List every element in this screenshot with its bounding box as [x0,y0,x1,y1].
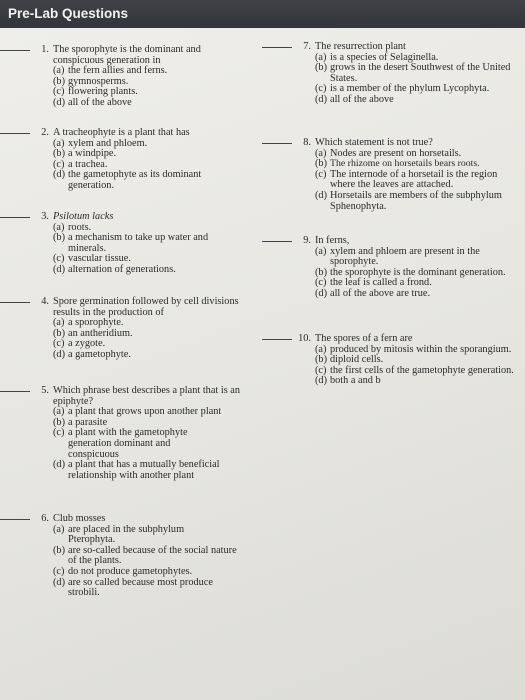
option-text: the fern allies and ferns. [68,65,168,77]
answer-blank[interactable] [0,217,30,218]
question-stem: Spore germination followed by cell divisions results in the production of [53,296,239,318]
question-10 [296,334,518,387]
worksheet-page [0,28,525,700]
question-stem: Which phrase best describes a plant that is an epiphyte? [53,385,240,407]
option-text: roots. [68,221,92,233]
option-text: are placed in the subphylum Pterophyta. [68,523,185,546]
option-text: produced by mitosis within the sporangium. [330,343,512,355]
option-label: (c) [53,253,65,265]
option-a [315,247,520,268]
question-number: 10. [298,333,311,344]
option-text: Nodes are present on horsetails. [330,147,462,159]
question-7 [296,42,518,106]
option-label: (d) [315,93,328,105]
option-label: (a) [53,221,65,233]
option-d [315,289,520,300]
option-label: (d) [53,169,66,181]
option-d [53,350,244,361]
option-text: the gametophyte as its dominant generation. [68,169,202,191]
option-label: (a) [315,51,327,63]
option-label: (a) [315,245,327,257]
option-text: do not produce gametophytes. [68,565,193,577]
option-text: a plant that has a mutually beneficial relationship with another plant [68,459,220,481]
option-d [53,578,244,599]
option-label: (c) [53,86,65,98]
option-d [53,265,244,276]
option-text: diploid cells. [330,354,384,366]
option-b [315,63,518,84]
answer-blank[interactable] [262,47,292,48]
question-9 [296,236,520,300]
option-text: gymnosperms. [68,75,129,87]
question-stem: The sporophyte is the dominant and conspicuous generation in [53,44,201,66]
option-label: (d) [53,576,66,588]
option-text: an antheridium. [68,327,133,339]
option-text: grows in the desert Southwest of the United States. [330,62,511,84]
question-number: 4. [41,296,49,307]
option-text: a plant that grows upon another plant [68,406,222,418]
question-number: 2. [41,127,49,138]
option-b [53,546,244,567]
option-d [53,98,244,109]
question-stem: In ferns, [315,235,350,246]
option-label: (c) [53,158,65,170]
option-text: The internode of a horsetail is the region where the leaves are attached. [330,168,498,191]
option-label: (c) [53,565,65,577]
option-text: vascular tissue. [68,253,131,265]
option-c [53,567,244,578]
option-text: the leaf is called a frond. [330,277,432,289]
question-8 [296,138,520,212]
option-label: (d) [315,375,328,387]
option-label: (d) [53,459,66,471]
question-stem: Club mosses [53,513,106,524]
question-4 [34,297,244,361]
question-stem: A tracheophyte is a plant that has [53,127,190,138]
option-label: (b) [53,544,66,556]
option-text: is a member of the phylum Lycophyta. [330,83,490,95]
option-text: both a and b [330,375,381,387]
option-label: (b) [53,232,66,244]
option-label: (d) [53,96,66,108]
option-label: (a) [53,137,65,149]
option-label: (c) [315,364,327,376]
option-text: is a species of Selaginella. [330,51,439,63]
option-text: alternation of generations. [68,263,176,275]
option-text: xylem and phloem are present in the sporophyte. [330,245,480,268]
option-label: (b) [315,62,328,74]
option-text: a sporophyte. [68,317,124,329]
option-label: (c) [53,427,65,439]
option-label: (b) [53,148,66,160]
option-d [315,95,518,106]
option-c [53,428,249,460]
answer-blank[interactable] [262,339,292,340]
question-number: 1. [41,44,49,55]
option-text: all of the above [330,93,394,105]
question-5 [34,386,249,481]
option-label: (d) [53,348,66,360]
option-label: (d) [315,287,328,299]
option-label: (b) [53,75,66,87]
option-a [53,525,244,546]
option-label: (a) [53,523,65,535]
option-label: (c) [315,83,327,95]
option-text: Horsetails are members of the subphylum Sphenophyta. [330,189,502,212]
question-stem: The resurrection plant [315,41,406,52]
question-number: 8. [303,137,311,148]
option-b [53,233,244,254]
answer-blank[interactable] [262,241,292,242]
option-text: are so called because most produce strobili. [68,576,213,599]
question-number: 6. [41,513,49,524]
option-c [315,170,520,191]
option-d [53,460,249,481]
option-text: are so-called because of the social nature of the plants. [68,544,237,567]
question-number: 9. [303,235,311,246]
option-label: (a) [53,317,65,329]
option-label: (a) [53,65,65,77]
question-2 [34,128,244,192]
option-label: (b) [315,266,328,278]
option-text: The rhizome on horsetails bears roots. [330,158,480,170]
answer-blank[interactable] [262,143,292,144]
option-label: (b) [315,158,328,170]
option-text: a mechanism to take up water and minerals. [68,232,209,254]
question-number: 3. [41,211,49,222]
option-label: (b) [53,327,66,339]
option-text: all of the above are true. [330,287,431,299]
answer-blank[interactable] [0,302,30,303]
option-text: all of the above [68,96,132,108]
option-text: a gametophyte. [68,348,131,360]
option-text: the first cells of the gametophyte generation. [330,364,514,376]
question-1 [34,45,244,109]
option-d [315,376,518,387]
question-3 [34,212,244,276]
question-number: 5. [41,385,49,396]
question-stem: Which statement is not true? [315,137,433,148]
option-d [315,191,520,212]
question-6 [34,514,244,599]
option-label: (a) [315,343,327,355]
option-text: a plant with the gametophyte generation dominant and conspicuous [68,427,188,460]
option-label: (c) [315,168,327,180]
option-label: (a) [53,406,65,418]
option-text: xylem and phloem. [68,137,148,149]
option-label: (b) [315,354,328,366]
question-stem: Psilotum lacks [53,211,114,222]
option-text: a trachea. [68,158,108,170]
option-label: (d) [315,189,328,201]
option-text: the sporophyte is the dominant generation. [330,266,506,278]
answer-blank[interactable] [0,133,30,134]
question-number: 7. [303,41,311,52]
page-title: Pre-Lab Questions [8,6,129,21]
option-label: (a) [315,147,327,159]
option-label: (c) [53,338,65,350]
header-bar [0,0,525,28]
answer-blank[interactable] [0,50,30,51]
option-text: flowering plants. [68,86,138,98]
option-label: (d) [53,263,66,275]
answer-blank[interactable] [0,391,30,392]
option-d [53,170,244,191]
question-stem: The spores of a fern are [315,333,413,344]
option-label: (b) [53,416,66,428]
answer-blank[interactable] [0,519,30,520]
option-label: (c) [315,277,327,289]
option-text: a windpipe. [68,148,117,160]
option-text: a parasite [68,416,108,428]
option-text: a zygote. [68,338,106,350]
